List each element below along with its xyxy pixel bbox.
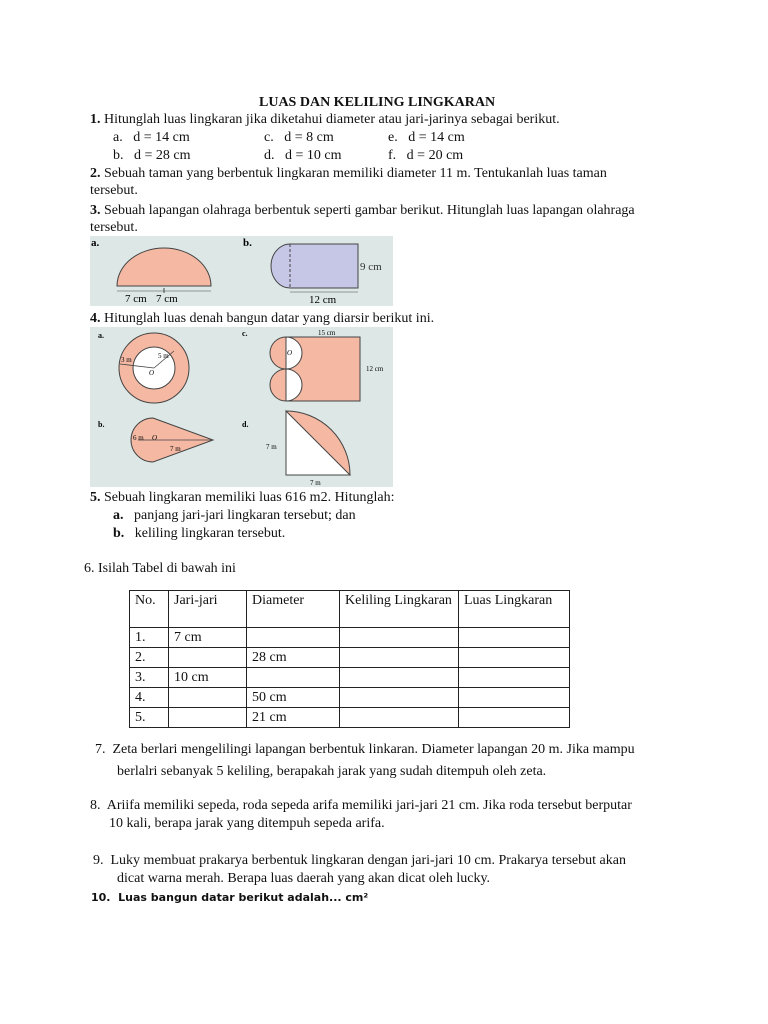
cell-luas[interactable] [459, 708, 570, 728]
fig-a-center: O [149, 369, 155, 377]
question-7 [95, 741, 635, 758]
fig-c-center: O [287, 349, 293, 357]
answer-table [129, 590, 570, 728]
question-8-continued: 10 kali, berapa jarak yang ditempuh sepeda arifa. [109, 816, 385, 831]
question-text: Ariifa memiliki sepeda, roda sepeda arifa memiliki jari-jari 21 cm. Jika roda tersebut berputar [106, 798, 632, 813]
item-label: b. [113, 526, 125, 541]
question-number: 1. [90, 112, 101, 127]
question-number: 2. [90, 166, 101, 181]
fig-b-label: b. [98, 420, 105, 429]
question-number: 9. [93, 853, 104, 868]
cell-no: 5. [130, 708, 169, 728]
cell-no: 3. [130, 668, 169, 688]
fig-a-r-big: 5 m [158, 352, 169, 360]
table-row [130, 668, 570, 688]
table-row [130, 648, 570, 668]
question-number: 4. [90, 311, 101, 326]
q3-figure-panel [90, 236, 393, 306]
fig-c-height: 12 cm [366, 365, 384, 373]
semicircle-shape [117, 248, 211, 286]
q5-item-b [113, 525, 285, 542]
question-text: Luas bangun datar berikut adalah... cm² [118, 891, 369, 904]
question-4 [90, 310, 434, 327]
table-row [130, 628, 570, 648]
cell-diameter[interactable]: 28 cm [247, 648, 340, 668]
header-luas: Luas Lingkaran [459, 591, 570, 628]
cell-jari-jari[interactable]: 7 cm [169, 628, 247, 648]
left-semicircle-bottom [270, 369, 286, 401]
question-9 [93, 852, 626, 869]
header-diameter: Diameter [247, 591, 340, 628]
question-number: 3. [90, 203, 101, 218]
question-3 [90, 202, 635, 219]
q5-item-a [113, 507, 356, 524]
question-1 [90, 111, 560, 128]
cell-diameter[interactable]: 21 cm [247, 708, 340, 728]
fig-d-label: d. [242, 420, 249, 429]
header-no: No. [130, 591, 169, 628]
fig-b-height: 9 cm [360, 261, 382, 273]
question-text: Zeta berlari mengelilingi lapangan berbentuk linkaran. Diameter lapangan 20 m. Jika mampu [112, 742, 635, 757]
question-number: 10. [91, 891, 111, 904]
table-row [130, 708, 570, 728]
fig-c-width: 15 cm [318, 329, 336, 337]
fig-c-label: c. [242, 329, 248, 338]
q1-item-c: c. d = 8 cm [264, 130, 334, 145]
cell-jari-jari[interactable]: 10 cm [169, 668, 247, 688]
question-7-continued: berlalri sebanyak 5 keliling, berapakah jarak yang sudah ditempuh oleh zeta. [117, 764, 547, 779]
question-number: 5. [90, 490, 101, 505]
cell-keliling[interactable] [340, 628, 459, 648]
cell-keliling[interactable] [340, 648, 459, 668]
page-title: LUAS DAN KELILING LINGKARAN [259, 95, 496, 110]
fig-b-center: O [152, 434, 158, 442]
question-text: Sebuah lapangan olahraga berbentuk seperti gambar berikut. Hitunglah luas lapangan olahraga [104, 203, 635, 218]
question-2-continued: tersebut. [90, 183, 138, 198]
question-8 [90, 797, 632, 814]
fig-a-r-small: 3 m [121, 356, 132, 364]
question-number: 7. [95, 742, 106, 757]
table-row [130, 688, 570, 708]
left-semicircle-top [270, 337, 286, 369]
fig-a-label: a. [91, 237, 100, 249]
q4-figures [90, 327, 393, 487]
cell-no: 4. [130, 688, 169, 708]
header-jari-jari: Jari-jari [169, 591, 247, 628]
question-text: Luky membuat prakarya berbentuk lingkaran dengan jari-jari 10 cm. Prakarya tersebut akan [110, 853, 626, 868]
cell-diameter[interactable] [247, 668, 340, 688]
question-10 [91, 889, 368, 906]
cell-keliling[interactable] [340, 708, 459, 728]
fig-d-side-v: 7 m [266, 443, 277, 451]
cell-luas[interactable] [459, 628, 570, 648]
header-keliling: Keliling Lingkaran [340, 591, 459, 628]
cell-luas[interactable] [459, 668, 570, 688]
cell-luas[interactable] [459, 688, 570, 708]
question-text: Hitunglah luas lingkaran jika diketahui diameter atau jari-jarinya sebagai berikut. [104, 112, 560, 127]
q1-item-e: e. d = 14 cm [388, 130, 465, 145]
question-9-continued: dicat warna merah. Berapa luas daerah yang akan dicat oleh lucky. [117, 871, 491, 886]
q1-item-f: f. d = 20 cm [388, 148, 464, 163]
question-5 [90, 489, 394, 506]
question-text: Sebuah taman yang berbentuk lingkaran memiliki diameter 11 m. Tentukanlah luas taman [104, 166, 607, 181]
cell-luas[interactable] [459, 648, 570, 668]
question-text: Sebuah lingkaran memiliki luas 616 m2. Hitunglah: [104, 490, 395, 505]
fig-d-side-h: 7 m [310, 479, 321, 487]
question-2 [90, 165, 607, 182]
item-text: panjang jari-jari lingkaran tersebut; dan [134, 508, 356, 523]
cell-keliling[interactable] [340, 688, 459, 708]
fig-a-label: a. [98, 331, 104, 340]
question-text: Hitunglah luas denah bangun datar yang diarsir berikut ini. [104, 311, 435, 326]
fig-b-len: 7 m [170, 445, 181, 453]
cell-diameter[interactable]: 50 cm [247, 688, 340, 708]
cell-no: 2. [130, 648, 169, 668]
q1-item-d: d. d = 10 cm [264, 148, 342, 163]
question-3-continued: tersebut. [90, 220, 138, 235]
item-label: a. [113, 508, 124, 523]
cell-jari-jari[interactable] [169, 688, 247, 708]
question-6: 6. Isilah Tabel di bawah ini [84, 561, 236, 576]
table-header-row [130, 591, 570, 628]
q4-figure-panel [90, 327, 393, 487]
fig-a-dim-1: 7 cm [125, 293, 147, 305]
cell-jari-jari[interactable] [169, 708, 247, 728]
q3-figures [90, 236, 393, 306]
question-number: 8. [90, 798, 101, 813]
q1-item-a: a. d = 14 cm [113, 130, 190, 145]
cell-diameter[interactable] [247, 628, 340, 648]
fig-b-label: b. [243, 237, 252, 249]
item-text: keliling lingkaran tersebut. [134, 526, 286, 541]
cell-keliling[interactable] [340, 668, 459, 688]
cell-no: 1. [130, 628, 169, 648]
fig-b-width: 12 cm [309, 294, 337, 306]
fig-b-r: 6 m [133, 434, 144, 442]
q1-item-b: b. d = 28 cm [113, 148, 191, 163]
fig-a-dim-2: 7 cm [156, 293, 178, 305]
cell-jari-jari[interactable] [169, 648, 247, 668]
rect-with-semicircle-shape [271, 244, 358, 288]
